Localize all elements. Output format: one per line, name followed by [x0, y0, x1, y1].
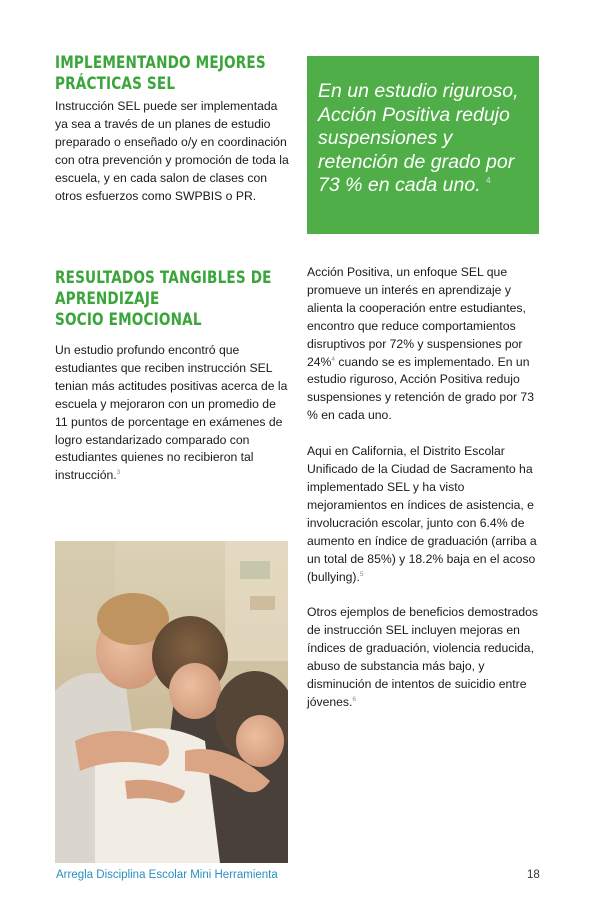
page-number: 18 [527, 869, 540, 881]
footnote-ref: 6 [352, 695, 357, 703]
results-body [55, 342, 291, 485]
heading-line: RESULTADOS TANGIBLES DE [55, 268, 272, 288]
positive-action-paragraph [307, 264, 545, 425]
right-column [307, 264, 545, 712]
heading-line: PRÁCTICAS SEL [55, 74, 176, 94]
heading-line: SOCIO EMOCIONAL [55, 310, 202, 330]
results-text: Un estudio profundo encontró que estudiantes que reciben instrucción SEL tenian más actitudes positivas acerca de la escuela y mejoraron con un promedio de 11 puntos de porcentage en exámenes de logro estandarizado comparado con estudiantes quienes no recibieron tal instrucción. [55, 343, 288, 483]
california-paragraph [307, 443, 545, 586]
heading-line: IMPLEMENTANDO MEJORES [55, 53, 266, 73]
section-heading-results [55, 268, 272, 331]
other-benefits-paragraph [307, 604, 545, 711]
footnote-ref: 3 [116, 469, 121, 477]
paragraph-text: Otros ejemplos de beneficios demostrados de instrucción SEL incluyen mejoras en índices de graduación, violencia reducida, abuso de substancia más bajo, y disminución de intentos de suicidio entre jóvenes. [307, 605, 539, 709]
footnote-ref: 5 [359, 570, 364, 578]
paragraph-text: Acción Positiva, un enfoque SEL que promueve un interés en aprendizaje y alienta la cooperación entre estudiantes, encontro que reduce comportamientos disruptivos por 72% y suspensiones por 24% [307, 265, 526, 369]
paragraph-text: cuando se es implementado. En un estudio riguroso, Acción Positiva redujo suspensiones y retención de grado por 73 % en cada uno. [307, 354, 534, 423]
callout-box [307, 56, 539, 234]
footnote-ref: 4 [331, 355, 336, 363]
paragraph-text: Aqui en California, el Distrito Escolar Unificado de la Ciudad de Sacramento ha implementado SEL y ha visto mejoramientos en índices de asistencia, e involucración escolar, junto con 6.4% de aumento en índice de graduación (arriba a un total de 85%) y 18.2% baja en el acoso (bullying). [307, 444, 537, 584]
results-paragraph [55, 342, 291, 485]
implementing-paragraph: Instrucción SEL puede ser implementada ya sea a través de un planes de estudio preparado o enseñado o/y en coordinación con otra prevención y promoción de toda la escuela, y en cada salon de clases con otros esfuerzos como SWPBIS o PR. [55, 99, 289, 203]
callout-footnote-ref: 4 [486, 176, 491, 185]
callout-quote [318, 80, 531, 198]
students-hugging-photo [55, 541, 288, 863]
footer-title: Arregla Disciplina Escolar Mini Herramienta [56, 869, 278, 881]
callout-text: En un estudio riguroso, Acción Positiva redujo suspensiones y retención de grado por 73 % en cada uno. [318, 80, 519, 196]
heading-line: APRENDIZAJE [55, 289, 160, 309]
section-heading-implementing [55, 53, 266, 95]
implementing-body [55, 98, 291, 205]
